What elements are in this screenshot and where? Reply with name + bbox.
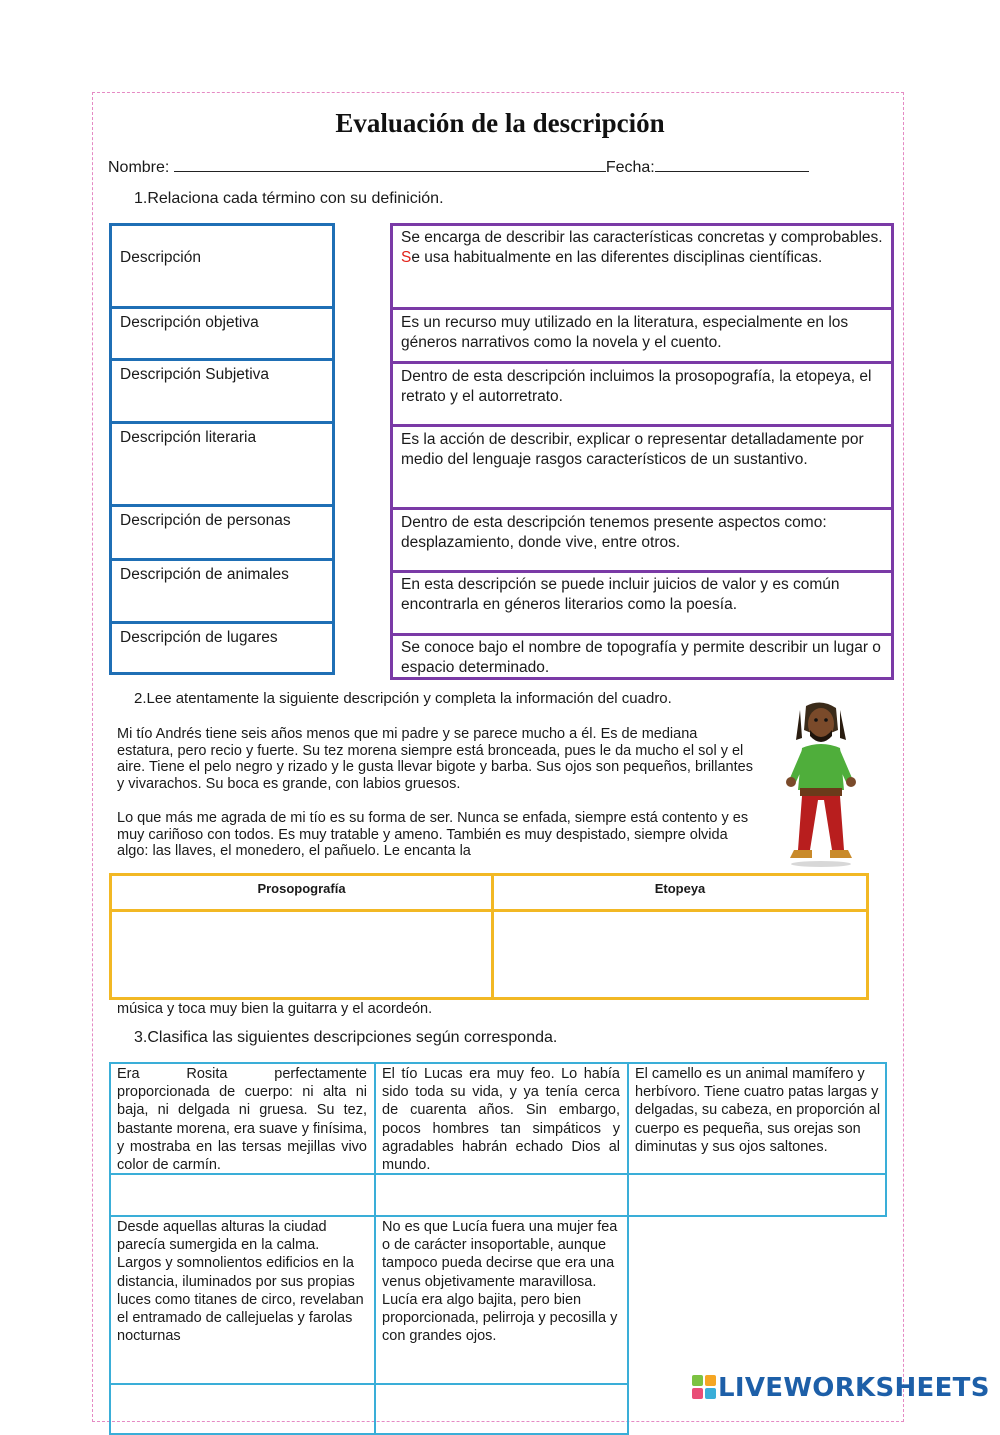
fecha-input[interactable] (655, 157, 809, 172)
term-descripcion-personas[interactable]: Descripción de personas (109, 504, 335, 561)
prosopografia-answer-area[interactable] (112, 912, 491, 997)
definition-4[interactable]: Es la acción de describir, explicar o representar detalladamente por medio del lenguaje rasgos característicos de un sustantivo. (390, 424, 894, 510)
description-ciudad: Desde aquellas alturas la ciudad parecía sumergida en la calma. Largos y somnolientos edificios en la distancia, iluminados por sus propias luces como titanes de circo, revelaban el entramado de callejuelas y farolas nocturnas (117, 1219, 364, 1345)
etopeya-answer-area[interactable] (494, 912, 866, 997)
definition-3[interactable]: Dentro de esta descripción incluimos la prosopografía, la etopeya, el retrato y el autorretrato. (390, 361, 894, 427)
definition-6[interactable]: En esta descripción se puede incluir juicios de valor y es común encontrarla en géneros literarios como la poesía. (390, 570, 894, 636)
liveworksheets-logo-icon (692, 1375, 716, 1399)
story-paragraph-2 (117, 810, 757, 860)
answer-lucia[interactable] (376, 1386, 626, 1413)
description-camello: El camello es un animal mamífero y herbívoro. Tiene cuatro patas largas y delgadas, su cabeza, en proporción al cuerpo es pequeña, sus orejas son diminutas y sus ojos saltones. (635, 1066, 881, 1155)
answer-rosita[interactable] (111, 1176, 373, 1214)
term-descripcion-lugares[interactable]: Descripción de lugares (109, 621, 335, 675)
prosopografia-etopeya-table (109, 873, 869, 1000)
definition-1[interactable] (390, 223, 894, 310)
definition-1-red-letter: S (401, 249, 412, 266)
answer-ciudad[interactable] (111, 1386, 373, 1413)
question-1: 1.Relaciona cada término con su definición. (134, 190, 444, 207)
term-descripcion-objetiva[interactable]: Descripción objetiva (109, 306, 335, 361)
header-prosopografia: Prosopografía (257, 881, 346, 896)
story-paragraph-1 (117, 726, 757, 792)
definition-5[interactable]: Dentro de esta descripción tenemos presente aspectos como: desplazamiento, donde vive, entre otros. (390, 507, 894, 573)
fecha-label: Fecha: (605, 159, 655, 176)
description-lucia: No es que Lucía fuera una mujer fea o de carácter insoportable, aunque tampoco pueda decirse que era una venus objetivamente maravillosa. Lucía era algo bajita, pero bien proporcionada, pelirroja y pecosilla y con grandes ojos. (382, 1219, 618, 1345)
term-descripcion-literaria[interactable]: Descripción literaria (109, 421, 335, 507)
definition-1-text-a: Se encarga de describir las características concretas y comprobables. (401, 229, 883, 246)
term-descripcion[interactable]: Descripción (109, 223, 335, 309)
description-rosita: Era Rosita perfectamente proporcionada de cuerpo: ni alta ni baja, ni delgada ni gruesa. Su tez, bastante morena, era suave y finísima, y mostraba en las tersas mejillas vivo color de carmín. (117, 1066, 367, 1174)
definition-2[interactable]: Es un recurso muy utilizado en la literatura, especialmente en los géneros narrativos como la novela y el cuento. (390, 307, 894, 364)
liveworksheets-brand (692, 1373, 990, 1403)
worksheet-title: Evaluación de la descripción (335, 108, 665, 138)
answer-tio-lucas[interactable] (376, 1176, 626, 1214)
story-paragraph-1-text: Mi tío Andrés tiene seis años menos que mi padre y se parece mucho a él. Es de mediana estatura, pero recio y fuerte. Su tez morena siempre está bronceada, pues le da mucho el sol y el aire. Tiene el pelo negro y rizado y le gusta llevar bigote y barba. Sus ojos son pequeños, brillantes y vivarachos. Su boca es grande, con labios gruesos. (117, 726, 753, 792)
uncle-cartoon-figure (776, 700, 866, 868)
definition-1-text-b: e usa habitualmente en las diferentes disciplinas científicas. (411, 249, 823, 266)
nombre-label: Nombre: (108, 159, 170, 176)
term-descripcion-subjetiva[interactable]: Descripción Subjetiva (109, 358, 335, 424)
description-tio-lucas: El tío Lucas era muy feo. Lo había sido toda su vida, y ya tenía cerca de cuarenta años. Sin embargo, pocos hombres tan simpáticos y agradables habrán echado Dios al mundo. (382, 1066, 620, 1174)
story-paragraph-2-text: Lo que más me agrada de mi tío es su forma de ser. Nunca se enfada, siempre está contento y es muy cariñoso con todos. Es muy tratable y ameno. También es muy despistado, siempre olvida algo: las llaves, el monedero, el pañuelo. Le encanta la (117, 810, 749, 859)
liveworksheets-name: LIVEWORKSHEETS (718, 1373, 990, 1403)
answer-camello[interactable] (629, 1176, 885, 1214)
term-descripcion-animales[interactable]: Descripción de animales (109, 558, 335, 624)
story-paragraph-3: música y toca muy bien la guitarra y el acordeón. (117, 1001, 433, 1017)
definition-7[interactable]: Se conoce bajo el nombre de topografía y permite describir un lugar o espacio determinado. (390, 633, 894, 680)
nombre-input[interactable] (174, 157, 606, 172)
question-2: 2.Lee atentamente la siguiente descripción y completa la información del cuadro. (134, 690, 672, 707)
header-etopeya: Etopeya (654, 881, 706, 896)
question-3: 3.Clasifica las siguientes descripciones según corresponda. (134, 1029, 558, 1046)
grid-answer-line-2 (109, 1383, 629, 1385)
name-date-line (108, 157, 809, 177)
